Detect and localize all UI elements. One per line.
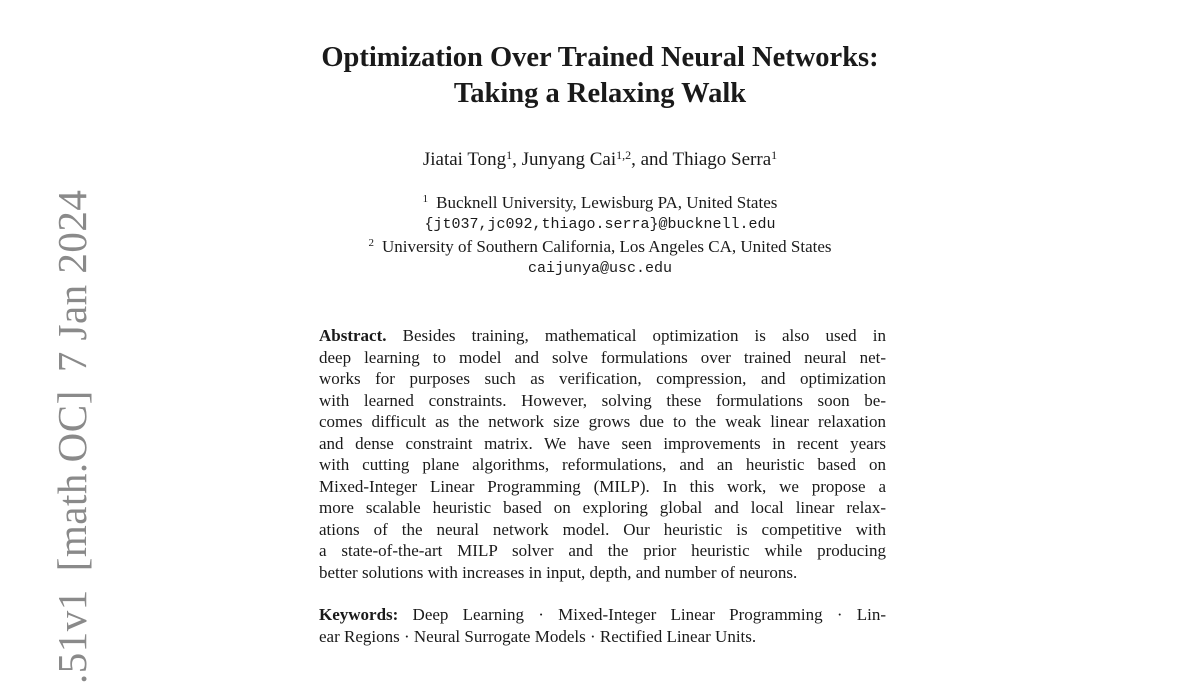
- abstract-heading: Abstract.: [319, 326, 387, 345]
- abstract-line: Mixed-Integer Linear Programming (MILP). In this work, we propose a: [319, 476, 886, 496]
- abstract-line: and dense constraint matrix. We have seen improvements in recent years: [319, 433, 886, 453]
- arxiv-category: [math.OC]: [49, 390, 95, 572]
- author-name: Jiatai Tong: [422, 149, 507, 170]
- keywords: [319, 604, 886, 647]
- arxiv-date: 7 Jan 2024: [49, 189, 95, 373]
- author-affil-mark: 1,2: [616, 148, 632, 162]
- affil-mark: 1: [422, 193, 429, 205]
- abstract-line: works for purposes such as verification, compression, and optimization: [319, 369, 886, 388]
- arxiv-id: .51v1: [49, 589, 95, 684]
- abstract-line: a state-of-the-art MILP solver and the prior heuristic while producing: [319, 541, 886, 560]
- abstract-line: better solutions with increases in input, depth, and number of neurons.: [319, 562, 798, 582]
- affiliation-2: [200, 236, 1000, 258]
- affil-name: University of Southern California, Los Angeles CA, United States: [382, 237, 832, 256]
- keywords-line: ear Regions · Neural Surrogate Models · Rectified Linear Units.: [319, 626, 757, 646]
- author-affil-mark: 1: [506, 148, 513, 162]
- author-list: [200, 148, 1000, 172]
- author-affil-mark: 1: [771, 148, 778, 162]
- abstract-line: with learned constraints. However, solving these formulations soon be-: [319, 390, 886, 410]
- abstract-line: more scalable heuristic based on exploring global and local linear relax-: [319, 498, 886, 517]
- author-separator: , and: [631, 149, 673, 170]
- title-line-2: Taking a Relaxing Walk: [453, 78, 747, 109]
- keywords-line: [319, 604, 886, 626]
- affil-name: Bucknell University, Lewisburg PA, United States: [436, 193, 778, 212]
- abstract-line: ations of the neural network model. Our heuristic is competitive with: [319, 519, 886, 539]
- abstract: [319, 325, 886, 583]
- affil-mark: 2: [368, 237, 374, 249]
- author-name: Thiago Serra: [672, 149, 772, 170]
- abstract-line: [319, 325, 886, 347]
- affil-email: caijunya@usc.edu: [527, 260, 673, 277]
- title-line-1: Optimization Over Trained Neural Networks:: [321, 42, 879, 73]
- author-name: Junyang Cai: [521, 149, 617, 170]
- abstract-text: Besides training, mathematical optimization is also used in: [386, 326, 886, 345]
- abstract-line: with cutting plane algorithms, reformulations, and an heuristic based on: [319, 455, 886, 474]
- affiliations: [200, 192, 1000, 280]
- keywords-heading: Keywords:: [319, 605, 399, 624]
- author-separator: ,: [512, 149, 522, 170]
- affiliation-1: [200, 192, 1000, 214]
- keywords-text: Deep Learning · Mixed-Integer Linear Programming · Lin-: [398, 605, 886, 624]
- affil-email: {jt037,jc092,thiago.serra}@bucknell.edu: [424, 216, 776, 233]
- paper-title: [200, 40, 1000, 112]
- abstract-line: comes difficult as the network size grows due to the weak linear relaxation: [319, 412, 886, 431]
- abstract-line: deep learning to model and solve formulations over trained neural net-: [319, 347, 886, 367]
- arxiv-stamp: [49, 189, 95, 684]
